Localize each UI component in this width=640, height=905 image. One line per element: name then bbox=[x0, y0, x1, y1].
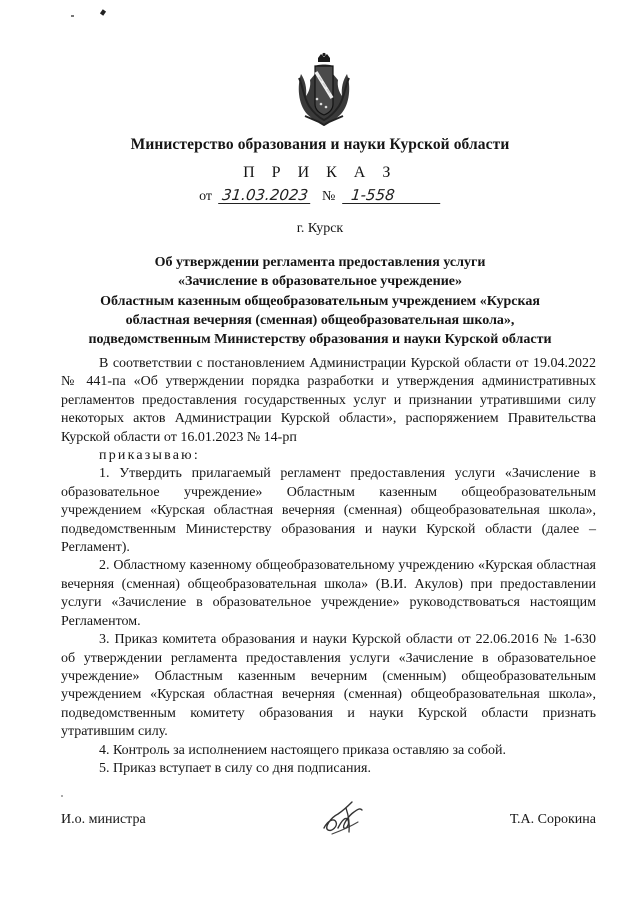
heading-line: «Зачисление в образовательное учреждение» bbox=[178, 274, 462, 290]
document-type: П Р И К А З bbox=[243, 164, 397, 181]
date-prefix: от bbox=[199, 189, 213, 204]
order-item: 2. Областному казенному общеобразовательному учреждению «Курская областная вечерняя (сменная) общеобразовательная школа» (В.И. Акулов) при предоставлении услуги «Зачисление в образовательное учреждение» руководствоваться настоящим Регламентом. bbox=[61, 558, 596, 629]
coat-of-arms-icon bbox=[295, 52, 353, 126]
signatory-position: И.о. министра bbox=[61, 812, 146, 827]
order-date-number-line bbox=[0, 188, 640, 205]
order-item: 1. Утвердить прилагаемый регламент предоставления услуги «Зачисление в образовательное учреждение» Областным казенным общеобразовательным учреждением «Курская областная вечерняя (сменная) общеобразовательная школа», подведомственным Министерству образования и науки Курской области (далее – Регламент). bbox=[61, 466, 596, 556]
order-item: 3. Приказ комитета образования и науки Курской области от 22.06.2016 № 1-630 об утверждении регламента предоставления услуги «Зачисление в образовательное учреждение» Областным казенным вечерним (сменным) общеобразовательным учреждением «Курская областная вечерняя (сменная) общеобразовательная школа», подведомственным комитету образования и науки Курской области признать утратившим силу. bbox=[61, 632, 596, 740]
order-body bbox=[61, 355, 596, 778]
ministry-title: Министерство образования и науки Курской области bbox=[130, 136, 510, 153]
order-heading bbox=[60, 253, 580, 349]
handwritten-signature bbox=[318, 798, 366, 838]
order-date: 31.03.2023 bbox=[218, 188, 312, 204]
order-number: 1-558 bbox=[342, 188, 442, 204]
heading-line: Об утверждении регламента предоставления услуги bbox=[154, 255, 486, 270]
city: г. Курск bbox=[296, 221, 344, 236]
order-item: 4. Контроль за исполнением настоящего приказа оставляю за собой. bbox=[99, 742, 507, 758]
scan-speck bbox=[71, 15, 74, 17]
number-prefix: № bbox=[322, 189, 336, 204]
heading-line: Областным казенным общеобразовательным учреждением «Курская bbox=[100, 293, 540, 309]
signatory-name: Т.А. Сорокина bbox=[509, 812, 596, 827]
preamble-paragraph: В соответствии с постановлением Администрации Курской области от 19.04.2022 № 441-па «Об утверждении порядка разработки и утверждения административных регламентов предоставления государственных услуг и признании утратившими силу некоторых актов Администрации Курской области», распоряжением Правительства Курской области от 16.01.2023 № 14-рп bbox=[61, 356, 596, 445]
scan-speck bbox=[100, 9, 106, 15]
scan-speck bbox=[61, 795, 63, 797]
heading-line: подведомственным Министерству образования и науки Курской области bbox=[88, 332, 552, 348]
heading-line: областная вечерняя (сменная) общеобразовательная школа», bbox=[125, 312, 515, 328]
order-item: 5. Приказ вступает в силу со дня подписания. bbox=[99, 760, 371, 776]
prikazyvayu-word: приказываю: bbox=[99, 448, 200, 464]
